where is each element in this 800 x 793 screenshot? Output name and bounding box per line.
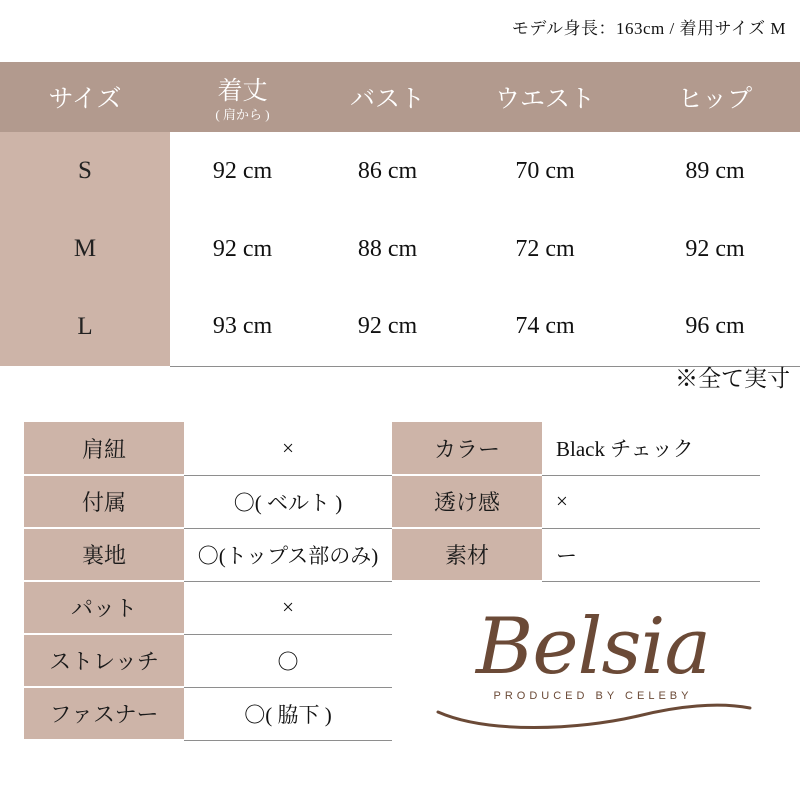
brand-logo-swash-icon [428,694,758,730]
spec-label-stretch: ストレッチ [24,634,184,687]
spec-value-stretch: 〇 [184,634,392,687]
table-row [24,528,392,581]
spec-value-accessory: 〇( ベルト ) [184,475,392,528]
header-label-length: 着丈 [217,78,268,106]
spec-label-sheerness: 透け感 [392,475,542,528]
cell-length-s: 92 cm [170,132,315,210]
spec-value-color: Black チェック [542,422,760,475]
brand-logo-tagline: PRODUCED BY CELEBY [493,690,693,702]
cell-size-m: M [0,210,170,288]
header-sublabel-length: ( 肩から ) [215,107,270,123]
spec-table-left [24,422,392,741]
table-row [0,288,800,366]
table-row [24,475,392,528]
cell-bust-m: 88 cm [315,210,460,288]
cell-length-m: 92 cm [170,210,315,288]
spec-label-material: 素材 [392,528,542,581]
size-table-header-bust [315,62,460,132]
spec-value-sheerness: × [542,475,760,528]
spec-label-zipper: ファスナー [24,687,184,740]
size-table-header-hip [630,62,800,132]
table-row [0,132,800,210]
size-table-header-length [170,62,315,132]
cell-bust-l: 92 cm [315,288,460,366]
size-table-header-row [0,62,800,132]
spec-value-zipper: 〇( 脇下 ) [184,687,392,740]
table-row [24,422,392,475]
table-row [24,581,392,634]
spec-value-material: ー [542,528,760,581]
size-table-header-waist [460,62,630,132]
table-row [0,210,800,288]
cell-hip-l: 96 cm [630,288,800,366]
spec-label-color: カラー [392,422,542,475]
cell-size-s: S [0,132,170,210]
size-table [0,62,800,367]
cell-waist-m: 72 cm [460,210,630,288]
table-row [24,687,392,740]
spec-value-shoulder-strap: × [184,422,392,475]
spec-label-shoulder-strap: 肩紐 [24,422,184,475]
cell-waist-l: 74 cm [460,288,630,366]
actual-measurement-note: ※全て実寸 [675,366,790,391]
brand-logo [418,602,768,758]
cell-length-l: 93 cm [170,288,315,366]
size-table-header-size [0,62,170,132]
table-row [392,528,760,581]
spec-label-pad: パット [24,581,184,634]
table-row [392,475,760,528]
cell-bust-s: 86 cm [315,132,460,210]
table-row [392,422,760,475]
cell-hip-m: 92 cm [630,210,800,288]
cell-size-l: L [0,288,170,366]
cell-waist-s: 70 cm [460,132,630,210]
table-row [24,634,392,687]
spec-table-right [392,422,760,582]
spec-label-accessory: 付属 [24,475,184,528]
cell-hip-s: 89 cm [630,132,800,210]
brand-logo-wordmark: Belsia [476,602,710,692]
spec-value-lining: 〇(トップス部のみ) [184,528,392,581]
header-label-hip: ヒップ [677,86,753,113]
spec-value-pad: × [184,581,392,634]
spec-label-lining: 裏地 [24,528,184,581]
header-label-size: サイズ [48,86,122,113]
model-height-note: モデル身長：163cm / 着用サイズ M [511,19,786,38]
header-label-bust: バスト [349,86,425,113]
header-label-waist: ウエスト [494,86,595,113]
